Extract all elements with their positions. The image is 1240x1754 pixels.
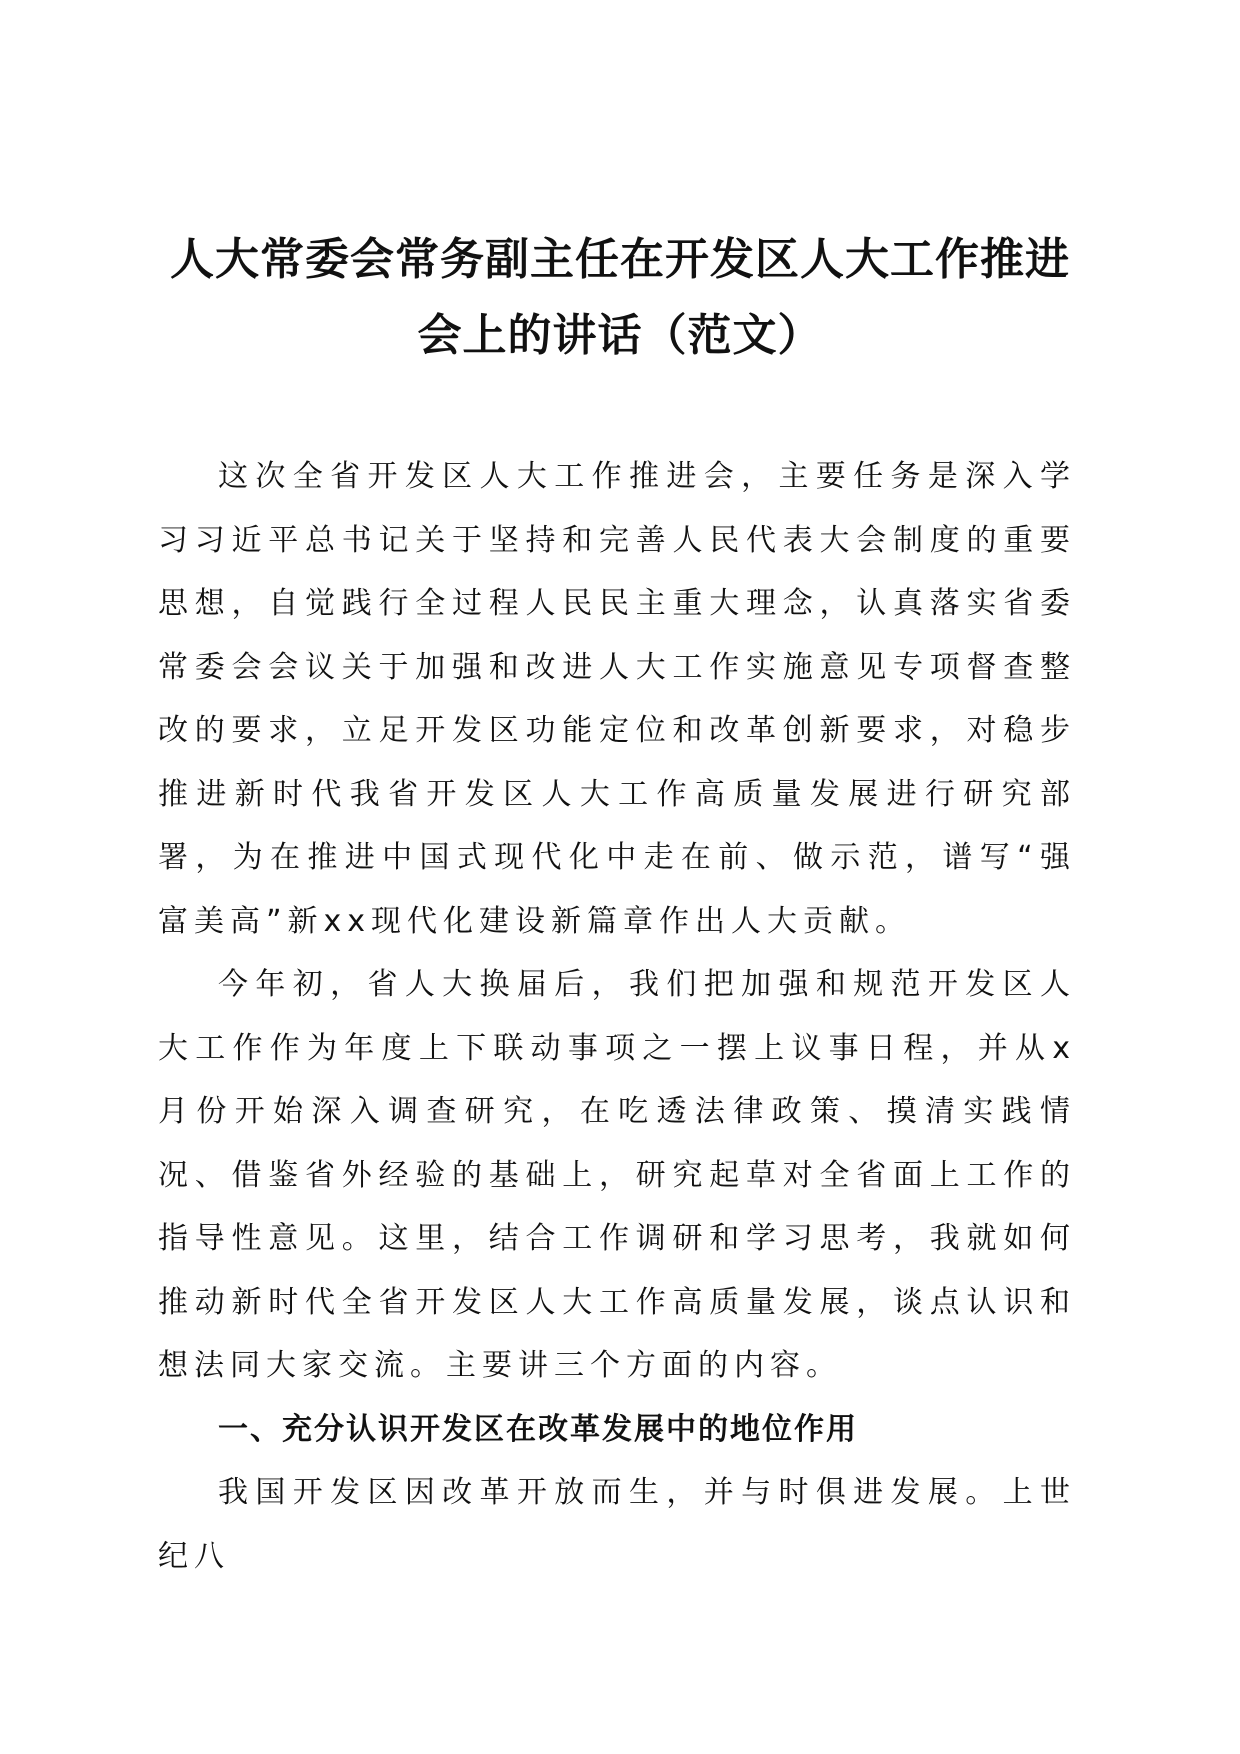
document-title — [140, 222, 1100, 374]
paragraph-background: 今年初，省人大换届后，我们把加强和规范开发区人大工作作为年度上下联动事项之一摆上议事日程，并从x月份开始深入调查研究，在吃透法律政策、摸清实践情况、借鉴省外经验的基础上，研究起草对全省面上工作的指导性意见。这里，结合工作调研和学习思考，我就如何推动新时代全省开发区人大工作高质量发展，谈点认识和想法同大家交流。主要讲三个方面的内容。 — [158, 967, 1076, 1383]
paragraph-intro: 这次全省开发区人大工作推进会，主要任务是深入学习习近平总书记关于坚持和完善人民代表大会制度的重要思想，自觉践行全过程人民民主重大理念，认真落实省委常委会会议关于加强和改进人大工作实施意见专项督查整改的要求，立足开发区功能定位和改革创新要求，对稳步推进新时代我省开发区人大工作高质量发展进行研究部署，为在推进中国式现代化中走在前、做示范，谱写“强富美高”新xx现代化建设新篇章作出人大贡献。 — [158, 459, 1076, 939]
document-body — [158, 445, 1076, 1588]
title-line-1: 人大常委会常务副主任在开发区人大工作推进 — [170, 234, 1070, 285]
paragraph-section-1: 我国开发区因改革开放而生，并与时俱进发展。上世纪八 — [158, 1475, 1076, 1574]
title-line-2: 会上的讲话（范文） — [417, 310, 823, 361]
section-heading-1: 一、充分认识开发区在改革发展中的地位作用 — [218, 1411, 858, 1447]
